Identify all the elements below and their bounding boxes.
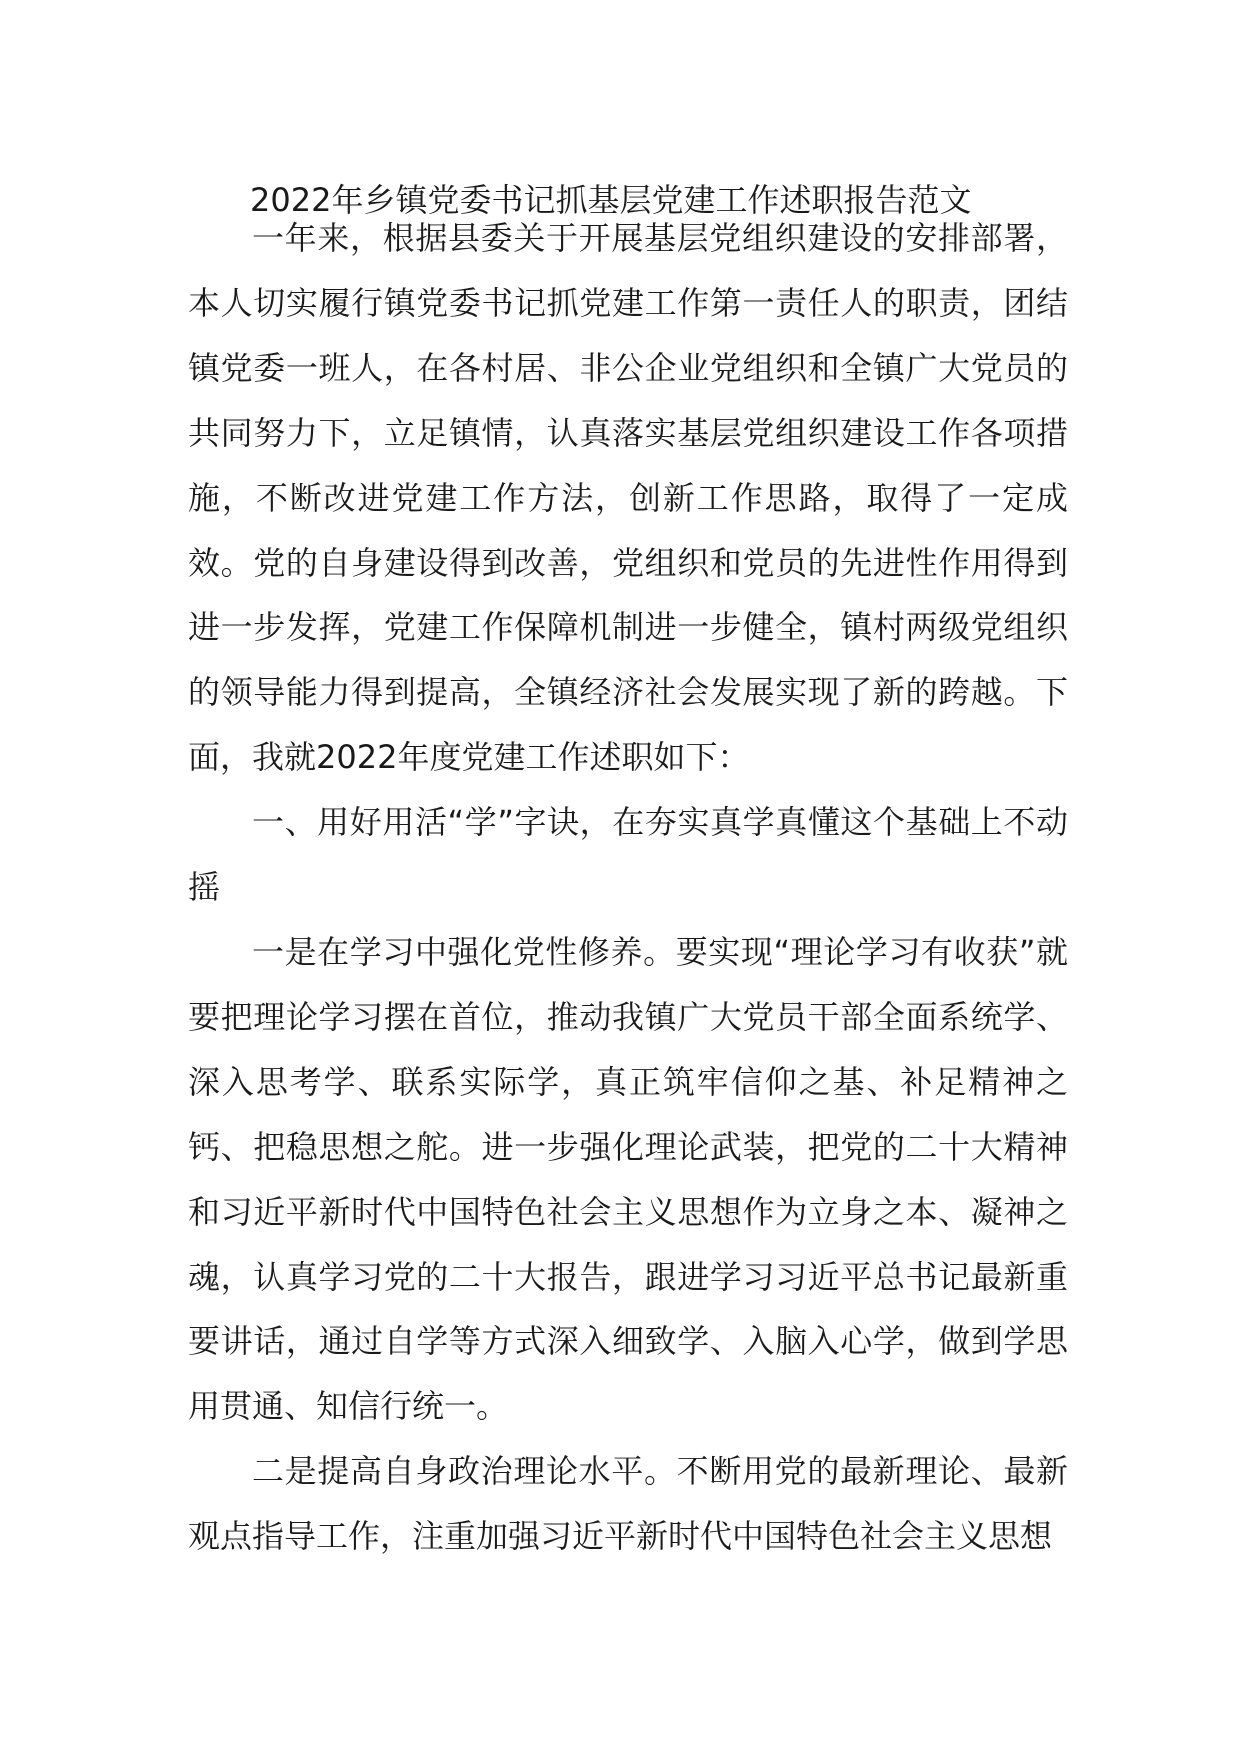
paragraph-theory: 二是提高自身政治理论水平。不断用党的最新理论、最新观点指导工作，注重加强习近平新时代中国特色社会主义思想 [188, 1452, 1068, 1556]
paragraph-study: 一是在学习中强化党性修养。要实现“理论学习有收获”就要把理论学习摆在首位，推动我镇广大党员干部全面系统学、深入思考学、联系实际学，真正筑牢信仰之基、补足精神之钙、把稳思想之舵。进一步强化理论武装，把党的二十大精神和习近平新时代中国特色社会主义思想作为立身之本、凝神之魂，认真学习党的二十大报告，跟进学习习近平总书记最新重要讲话，通过自学等方式深入细致学、入脑入心学，做到学思用贯通、知信行统一。 [188, 932, 1068, 1426]
paragraph-intro: 一年来，根据县委关于开展基层党组织建设的安排部署，本人切实履行镇党委书记抓党建工作第一责任人的职责，团结镇党委一班人，在各村居、非公企业党组织和全镇广大党员的共同努力下，立足镇情，认真落实基层党组织建设工作各项措施，不断改进党建工作方法，创新工作思路，取得了一定成效。党的自身建设得到改善，党组织和党员的先进性作用得到进一步发挥，党建工作保障机制进一步健全，镇村两级党组织的领导能力得到提高，全镇经济社会发展实现了新的跨越。下面，我就2022年度党建工作述职如下： [188, 219, 1068, 777]
section-heading-1: 一、用好用活“学”字诀，在夯实真学真懂这个基础上不动摇 [188, 803, 1068, 907]
document-body [188, 206, 1068, 1569]
document-title: 2022年乡镇党委书记抓基层党建工作述职报告范文 [250, 181, 972, 219]
